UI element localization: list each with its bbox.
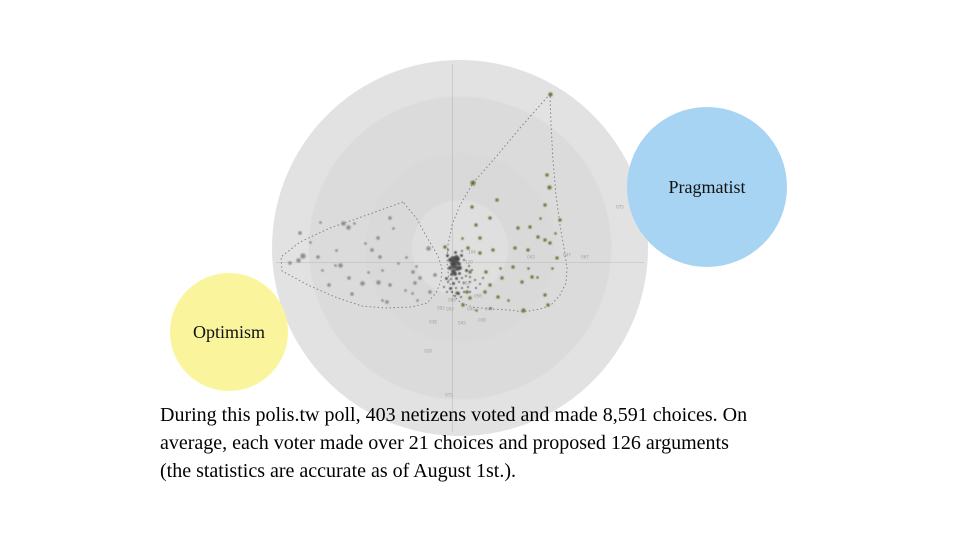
center-dense-cluster-point [446, 254, 449, 257]
center-dense-cluster-point [468, 265, 470, 267]
optimism-group-point [321, 269, 324, 272]
pragmatist-group-point [496, 295, 500, 299]
optimism-group-point [335, 249, 338, 252]
optimism-group-point [341, 221, 346, 226]
pragmatist-group-point [536, 276, 539, 279]
pragmatist-group-point [499, 267, 502, 270]
pragmatist-group-point [488, 216, 492, 220]
optimism-group-point [404, 289, 407, 292]
micro-label: 003 [446, 306, 454, 312]
pragmatist-group-point [547, 185, 552, 190]
center-dense-cluster-point [469, 291, 471, 293]
optimism-group-point [370, 248, 374, 252]
center-dense-cluster-point [447, 249, 449, 251]
pragmatist-group-point [530, 275, 534, 279]
pragmatist-group-point [511, 265, 515, 269]
center-dense-cluster-point [448, 258, 452, 262]
optimism-group-point [360, 281, 365, 286]
micro-label: 104 [468, 249, 476, 255]
pragmatist-group-point [478, 236, 482, 240]
center-dense-cluster-point [455, 277, 458, 280]
optimism-group-point [376, 236, 380, 240]
center-dense-cluster-point [461, 250, 463, 252]
optimism-group-point [376, 280, 381, 285]
optimism-group-point [338, 263, 343, 268]
center-dense-cluster-point [471, 269, 473, 271]
center-dense-cluster-point [461, 277, 463, 279]
center-dense-cluster-point [465, 269, 468, 272]
center-dense-cluster-point [456, 257, 460, 261]
pragmatist-group-point [470, 205, 474, 209]
optimism-group-point [288, 261, 292, 265]
center-dense-cluster-point [467, 286, 469, 288]
optimism-group-point [346, 225, 351, 230]
optimism-group-point [418, 276, 422, 280]
optimism-group-point [397, 262, 400, 265]
optimism-group-point [296, 258, 301, 263]
center-dense-cluster-point [449, 287, 452, 290]
optimism-group-point [392, 227, 395, 230]
micro-label: 056 [474, 293, 482, 299]
center-dense-cluster-point [458, 281, 460, 283]
micro-label: 088 [448, 297, 456, 303]
poll-statistics-caption [160, 401, 747, 485]
pragmatist-group-point [558, 218, 562, 222]
pragmatist-group-point [500, 276, 504, 280]
pragmatist-group-point [548, 241, 552, 245]
pragmatist-group-point [516, 226, 520, 230]
pragmatist-group-point [539, 217, 542, 220]
center-dense-cluster-point [457, 292, 460, 295]
micro-label: 028 [424, 348, 432, 354]
center-dense-cluster-point [446, 291, 448, 293]
optimism-group-point [411, 292, 414, 295]
pragmatist-group-point [548, 92, 553, 97]
optimism-group-point [388, 216, 392, 220]
optimism-group-point [364, 242, 367, 245]
optimism-group-point [433, 273, 437, 277]
micro-label: 043 [527, 254, 535, 260]
pragmatist-group-point [543, 238, 547, 242]
micro-label: 038 [429, 319, 437, 325]
pragmatist-group-point [483, 290, 487, 294]
micro-label: 092 [462, 280, 470, 286]
pragmatist-group-point [527, 267, 530, 270]
pragmatist-group-point [484, 270, 488, 274]
center-dense-cluster-point [482, 277, 484, 279]
pragmatist-group-point [461, 237, 464, 240]
center-dense-cluster-point [469, 276, 471, 278]
pragmatist-group-point [536, 235, 540, 239]
micro-label: 075 [445, 392, 453, 398]
center-dense-cluster-point [454, 251, 457, 254]
pragmatist-group-point [555, 256, 559, 260]
center-dense-cluster-point [445, 277, 448, 280]
optimism-group-point [415, 265, 418, 268]
caption-line-3: (the statistics are accurate as of August 1st.). [160, 460, 516, 482]
pragmatist-group-point [507, 299, 510, 302]
optimism-group-point [334, 264, 337, 267]
micro-label: 038 [478, 317, 486, 323]
center-dense-cluster-point [475, 287, 477, 289]
optimism-group-point [300, 253, 306, 259]
pragmatist-group-point [488, 283, 492, 287]
optimism-group-point [411, 270, 415, 274]
caption-line-1: During this polis.tw poll, 403 netizens voted and made 8,591 choices. On [160, 404, 748, 426]
center-dense-cluster-point [460, 296, 462, 298]
micro-label: 075 [616, 204, 624, 210]
center-dense-cluster-point [474, 279, 476, 281]
center-dense-cluster-point [452, 282, 455, 285]
optimism-group-point [413, 281, 417, 285]
pragmatist-label: Pragmatist [668, 176, 746, 197]
pragmatist-group-point [551, 267, 554, 270]
center-dense-cluster-point [448, 266, 452, 270]
center-dense-cluster-point [455, 287, 457, 289]
pragmatist-group-point [546, 303, 550, 307]
micro-label: 120 [465, 259, 473, 265]
optimism-group-point [327, 283, 331, 287]
pragmatist-group-point [526, 248, 530, 252]
center-dense-cluster-point [460, 254, 463, 257]
optimism-group-point [381, 269, 384, 272]
center-dense-cluster-point [465, 275, 467, 277]
pragmatist-group-point [520, 280, 524, 284]
optimism-group-point [353, 222, 356, 225]
micro-label: 002 [437, 305, 445, 311]
pragmatist-group-point [554, 232, 557, 235]
pragmatist-group-point [495, 198, 499, 202]
caption-line-2: average, each voter made over 21 choices and proposed 126 arguments [160, 432, 729, 454]
micro-label: 067 [581, 254, 589, 260]
pragmatist-group-point [461, 303, 465, 307]
center-dense-cluster-point [461, 287, 463, 289]
pragmatist-group-point [470, 180, 476, 186]
optimism-group-point [316, 255, 320, 259]
optimism-group-point [298, 231, 302, 235]
optimism-group-point [428, 290, 432, 294]
optimism-group-point [381, 299, 384, 302]
center-dense-cluster-point [458, 272, 461, 275]
center-dense-cluster-point [451, 291, 453, 293]
optimism-group-point [405, 256, 408, 259]
pragmatist-group-point [478, 251, 482, 255]
pragmatist-group-point [521, 308, 526, 313]
pragmatist-group-point [545, 173, 549, 177]
micro-label: 047 [485, 306, 493, 312]
center-dense-cluster-point [479, 283, 481, 285]
pragmatist-cluster-bubble [627, 107, 787, 267]
pragmatist-group-point [474, 223, 478, 227]
center-dense-cluster-point [453, 272, 457, 276]
optimism-group-point [350, 292, 354, 296]
pragmatist-group-point [528, 225, 532, 229]
optimism-group-point [319, 221, 322, 224]
optimism-group-point [309, 241, 312, 244]
center-dense-cluster-point [447, 281, 449, 283]
optimism-cluster-bubble [170, 273, 288, 391]
pragmatist-group-point [491, 248, 495, 252]
pragmatist-group-point [468, 296, 472, 300]
micro-label: 049 [467, 306, 475, 312]
micro-label: 047 [563, 252, 571, 258]
optimism-group-point [416, 299, 419, 302]
pragmatist-group-point [513, 246, 517, 250]
center-dense-cluster-point [463, 291, 465, 293]
pragmatist-group-point [543, 203, 547, 207]
center-dense-cluster-point [450, 278, 452, 280]
optimism-group-point [385, 300, 389, 304]
optimism-group-point [426, 246, 431, 251]
optimism-group-point [367, 271, 370, 274]
optimism-label: Optimism [192, 321, 265, 342]
center-dense-cluster-point [450, 273, 453, 276]
micro-label: 045 [458, 320, 466, 326]
pragmatist-group-point [543, 293, 547, 297]
optimism-group-point [347, 276, 351, 280]
center-dense-cluster-point [458, 266, 462, 270]
optimism-group-point [388, 283, 392, 287]
optimism-group-point [378, 255, 382, 259]
center-dense-cluster-point [443, 286, 445, 288]
